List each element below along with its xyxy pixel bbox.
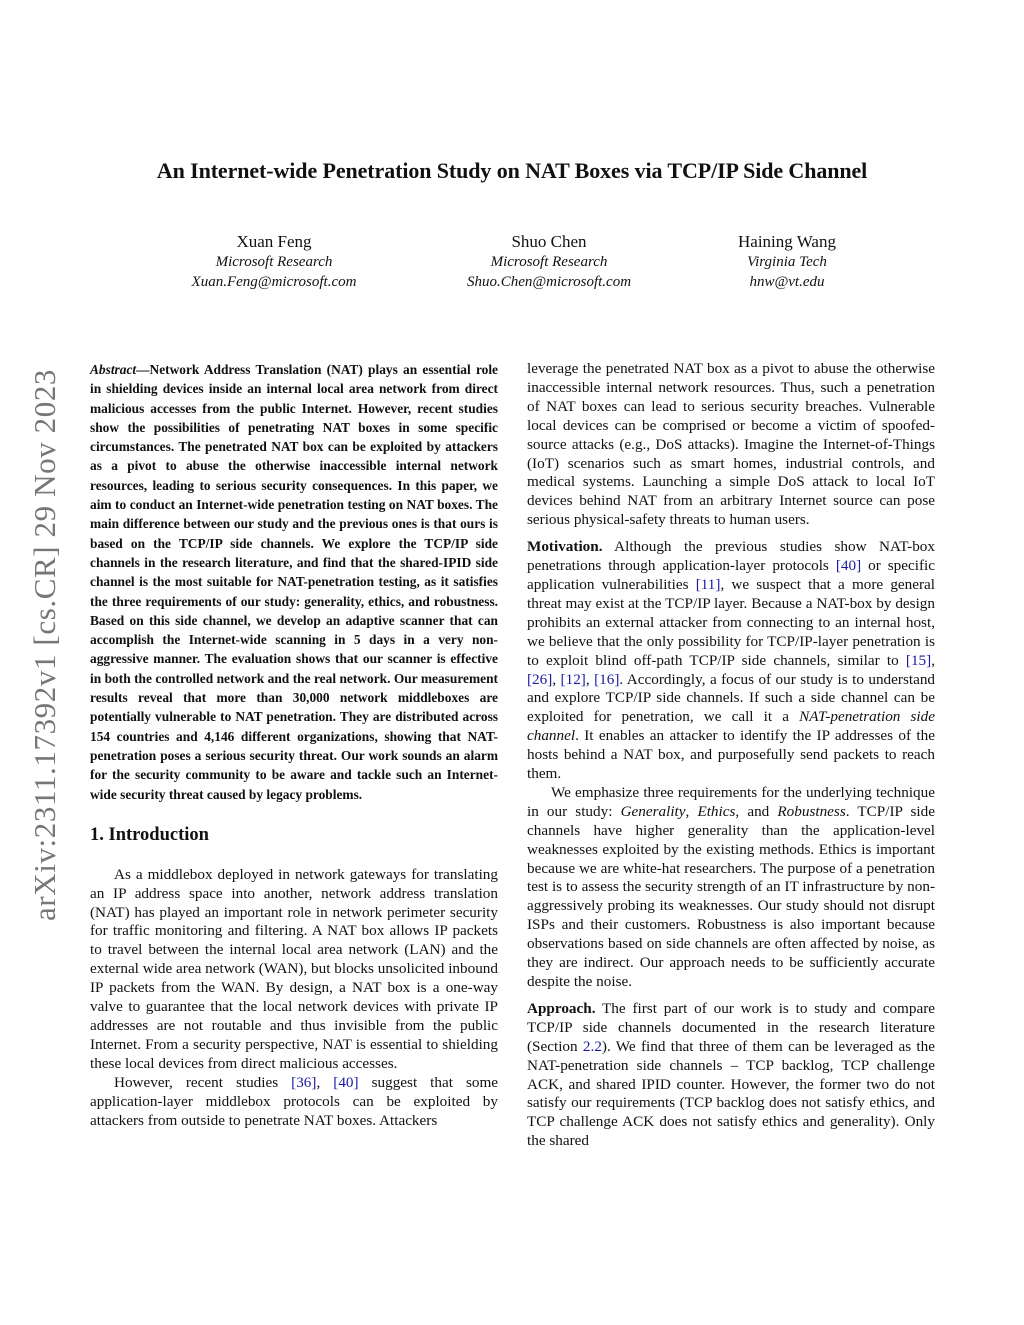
paragraph-heading: Motivation.	[527, 538, 603, 556]
arxiv-sidebar	[0, 0, 90, 1325]
requirements-paragraph	[527, 784, 935, 992]
text-run: suggest that some application-layer middlebox protocols can be exploited by attackers from outside to penetrate NAT boxes. Attackers	[90, 1073, 499, 1129]
author-affiliation: Virginia Tech	[747, 254, 827, 270]
motivation-paragraph	[527, 538, 935, 784]
citation-link[interactable]: [12]	[560, 670, 586, 688]
author-affiliation: Microsoft Research	[490, 254, 608, 270]
citation-link[interactable]: [11]	[695, 575, 721, 593]
abstract-text: —Network Address Translation (NAT) plays an essential role in shielding devices inside an internal local area network from direct malicious accesses from the public Internet. However, recent studies show the possibilities of penetrating NAT boxes in some specific circumstances. The penetrated NAT box can be exploited by attackers as a pivot to abuse the otherwise inaccessible internal network resources, leading to serious security consequences. In this paper, we aim to conduct an Internet-wide penetration testing on NAT boxes. The main difference between our study and the previous ones is that ours is based on the TCP/IP side channels. We explore the TCP/IP side channels in the research literature, and find that the shared-IPID side channel is the most suitable for NAT-penetration testing, as it satisfies the three requirements of our study: generality, ethics, and robustness. Based on this side channel, we develop an adaptive scanner that can accomplish the Internet-wide scanning in 5 days in a very non-aggressive manner. The evaluation shows that our scanner is effective in both the controlled network and the real network. Our measurement results reveal that more than 30,000 network middleboxes are potentially vulnerable to NAT penetration. They are distributed across 154 countries and 4,146 different organizations, showing that NAT-penetration poses a serious security threat. Our work sounds an alarm for the security community to be aware and tackle such an Internet-wide security threat caused by legacy problems.	[90, 362, 498, 802]
text-run: Although the previous studies show NAT-box penetrations through application-layer protocols	[527, 538, 935, 575]
author-affiliation: Microsoft Research	[215, 254, 333, 270]
text-run: , we suspect that a more general threat may exist at the TCP/IP layer. Because a NAT-box by design prohibits an external attacker from connecting to an internal host, we believe that the only possibility for TCP/IP-layer penetration is to exploit blind off-path TCP/IP side channels, similar to	[527, 575, 936, 669]
text-run: However, recent studies	[114, 1073, 292, 1091]
citation-link[interactable]: [16]	[594, 670, 620, 688]
text-run: ,	[931, 651, 935, 669]
author-name: Xuan Feng	[236, 232, 312, 251]
intro-paragraph-2	[90, 1074, 498, 1131]
author-name: Shuo Chen	[511, 232, 587, 251]
section-heading-introduction: 1. Introduction	[90, 824, 209, 845]
text-run: . Accordingly, a focus of our study is to understand and explore TCP/IP side channels. If such a side channel can be exploited for penetration, we call it a	[527, 670, 936, 726]
text-run: The first part of our work is to study and compare TCP/IP side channels documented in the research literature (Section	[527, 999, 935, 1055]
citation-link[interactable]: [40]	[835, 557, 862, 575]
text-run: ,	[316, 1073, 334, 1091]
text-run: We emphasize three requirements for the underlying technique in our study:	[527, 783, 935, 820]
intro-paragraph-1: As a middlebox deployed in network gateways for translating an IP address space into another, network address translation (NAT) has played an important role in network perimeter security for traffic monitoring and filtering. A NAT box allows IP packets to travel between the internal local area network (LAN) and the external wide area network (WAN), but blocks unsolicited inbound IP packets from the WAN. By design, a NAT box is a one-way valve to guarantee that the local network devices with private IP addresses are not routable and thus invisible from the public Internet. From a security perspective, NAT is essential to shielding these local devices from direct malicious accesses.	[90, 865, 498, 1072]
approach-paragraph	[527, 1000, 935, 1151]
arxiv-identifier: arXiv:2311.17392v1 [cs.CR] 29 Nov 2023	[27, 368, 62, 922]
intro-paragraph-3: leverage the penetrated NAT box as a pivot to abuse the otherwise inaccessible internal network resources. Thus, such a penetration of NAT boxes can lead to serious security breaches. Vulnerable local devices can be comprised or become a victim of spoofed-source attacks (e.g., DoS attacks). Imagine the Internet-of-Things (IoT) scenarios such as smart homes, industrial controls, and medical systems. Launching a simple DoS attack to local IoT devices behind NAT from an arbitrary Internet source can pose serious physical-safety threats to human users.	[527, 360, 935, 529]
author-email: Xuan.Feng@microsoft.com	[191, 274, 357, 290]
section-link[interactable]: 2.2	[582, 1037, 602, 1055]
citation-link[interactable]: [15]	[905, 651, 932, 669]
emphasis: NAT-penetration side channel	[527, 708, 935, 745]
emphasis: Robustness	[777, 802, 846, 820]
left-column	[90, 360, 498, 1130]
text-run: ). We find that three of them can be leveraged as the NAT-penetration side channels – TCP backlog, TCP challenge ACK, and shared IPID counter. However, the former two do not satisfy our requirements (TCP backlog does not satisfy ethics, and TCP challenge ACK does not satisfy ethics and generality). Only the shared	[527, 1037, 935, 1150]
author-block	[637, 232, 937, 292]
text-run: ,	[552, 670, 561, 688]
citation-link[interactable]: [26]	[527, 670, 553, 688]
text-run: ,	[585, 670, 595, 688]
paragraph-heading: Approach.	[527, 999, 596, 1017]
emphasis: Generality	[620, 802, 686, 820]
text-run: ,	[685, 802, 698, 820]
citation-link[interactable]: [40]	[333, 1073, 359, 1091]
abstract-label: Abstract	[90, 362, 137, 377]
abstract	[90, 360, 498, 804]
author-email: hnw@vt.edu	[749, 274, 825, 290]
citation-link[interactable]: [36]	[291, 1073, 317, 1091]
text-run: . TCP/IP side channels have higher generality than the application-level weaknesses exploited by the existing methods. Ethics is important because we are white-hat researchers. The purpose of a penetration test is to assess the security strength of an IT infrastructure by non-aggressively probing its weaknesses. Our study should not disrupt ISPs and their customers. Robustness is also important because observations based on side channels are often affected by noise, as they are indirect. Our approach needs to be sufficiently accurate despite the noise.	[527, 802, 935, 990]
right-column	[527, 360, 935, 1151]
author-name: Haining Wang	[738, 232, 836, 251]
paper-title: An Internet-wide Penetration Study on NAT Boxes via TCP/IP Side Channel	[156, 158, 868, 183]
author-block	[124, 232, 424, 292]
text-run: , and	[735, 802, 778, 820]
author-email: Shuo.Chen@microsoft.com	[466, 274, 632, 290]
text-run: or specific application vulnerabilities	[527, 557, 935, 593]
emphasis: Ethics	[697, 802, 736, 820]
text-run: . It enables an attacker to identify the IP addresses of the hosts behind a NAT box, and purposefully send packets to reach them.	[527, 727, 935, 783]
